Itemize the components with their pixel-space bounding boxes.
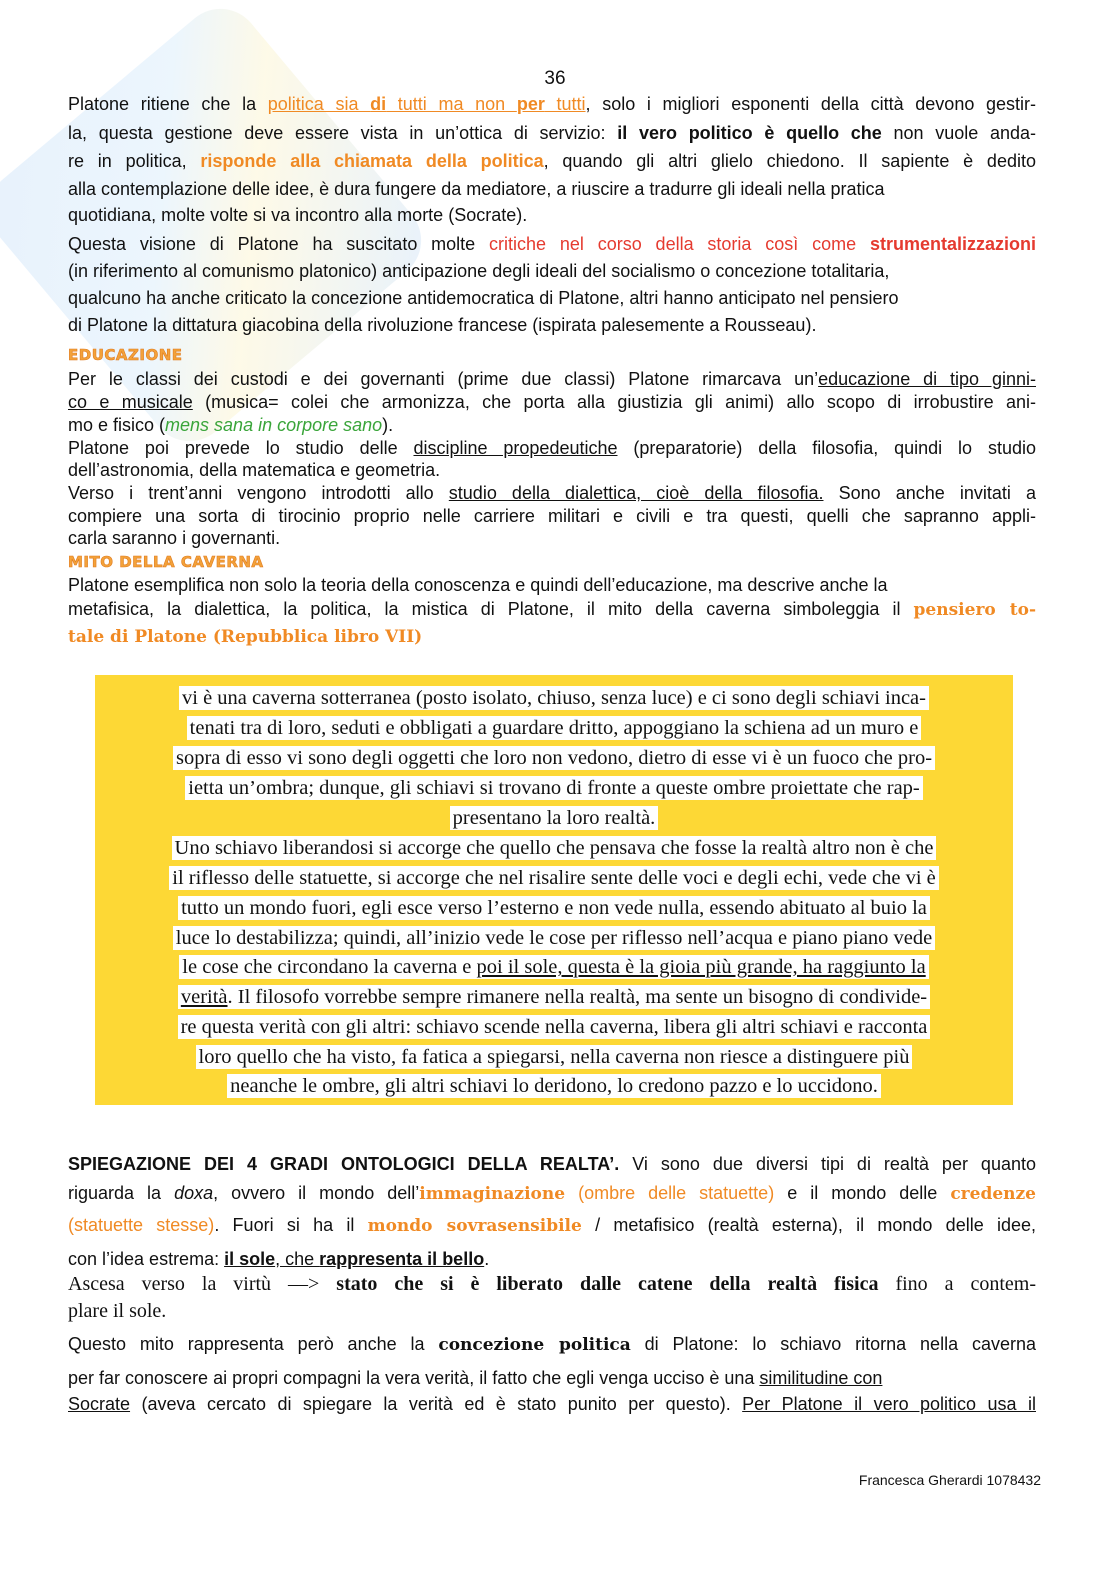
text-run: , ovvero il mondo dell’ xyxy=(213,1183,420,1203)
text-run: carla saranno i governanti. xyxy=(68,528,281,548)
text-line xyxy=(68,482,1036,504)
text-line xyxy=(68,1248,1036,1270)
text-line xyxy=(68,287,1036,309)
text-run: il riflesso delle statuette, si accorge che nel risalire sente delle voci e degli echi, vede che vi è xyxy=(172,867,936,889)
text-run: Questo mito rappresenta però anche la xyxy=(68,1334,439,1354)
text-run: Platone poi prevede lo studio delle xyxy=(68,438,414,458)
text-run: tenati tra di loro, seduti e obbligati a guardare dritto, appoggiano la schiena ad un muro e xyxy=(189,717,919,739)
heading-mito-caverna: MITO DELLA CAVERNA xyxy=(68,553,264,571)
text-run: luce lo destabilizza; quindi, all’inizio vede le cose per riflesso nell’acqua e piano piano vede xyxy=(175,927,933,949)
text-run: il vero politico è quello che xyxy=(617,123,882,143)
highlighted-text xyxy=(178,896,930,920)
text-run: tutti ma non xyxy=(386,94,517,114)
text-run: tutto un mondo fuori, egli esce verso l’esterno e non vede nulla, essendo abituato al buio la xyxy=(181,897,927,919)
text-run: la, questa gestione deve essere vista in un’ottica di servizio: xyxy=(68,123,618,143)
text-run: di Platone: lo schiavo ritorna nella caverna xyxy=(630,1334,1036,1354)
text-run: Platone esemplifica non solo la teoria della conoscenza e quindi dell’educazione, ma descrive anche la xyxy=(68,575,888,595)
text-run: discipline propedeutiche xyxy=(413,438,618,458)
text-run: non vuole anda- xyxy=(881,123,1037,143)
text-line xyxy=(68,314,1036,336)
text-run: di xyxy=(370,94,387,114)
text-run: Socrate xyxy=(68,1394,131,1414)
cave-text-line xyxy=(95,835,1013,861)
text-run: pensiero to- xyxy=(913,600,1036,620)
cave-text-line xyxy=(95,745,1013,771)
text-run: compiere una sorta di tirocinio proprio nelle carriere militari e civili e tra questi, quelli che sapranno appli- xyxy=(68,506,1036,526)
text-run: fino a contem- xyxy=(878,1273,1037,1295)
text-run: (aveva cercato di spiegare la verità ed è stato punito per questo). xyxy=(130,1394,743,1414)
text-run: Per Platone il vero politico usa il xyxy=(742,1394,1036,1414)
text-line xyxy=(68,93,1036,115)
text-run: strumentalizzazioni xyxy=(869,234,1036,254)
text-run: (preparatorie) della filosofia, quindi lo studio xyxy=(617,438,1036,458)
text-run: credenze xyxy=(950,1184,1036,1204)
text-run: presentano la loro realtà. xyxy=(452,807,656,829)
highlighted-text xyxy=(179,955,928,979)
text-line xyxy=(68,505,1036,527)
text-line xyxy=(68,1153,1036,1175)
text-run: rappresenta il bello xyxy=(319,1249,485,1269)
text-run: educazione di tipo ginni- xyxy=(818,369,1036,389)
text-line xyxy=(68,437,1036,459)
highlighted-text xyxy=(179,686,929,710)
text-line xyxy=(68,1333,1036,1356)
text-run: ). xyxy=(382,415,394,435)
text-run: qualcuno ha anche criticato la concezione antidemocratica di Platone, altri hanno anticipato nel pensiero xyxy=(68,288,899,308)
text-run: re in politica, xyxy=(68,151,201,171)
highlighted-text xyxy=(185,776,923,800)
text-run: risponde alla chiamata della politica xyxy=(200,151,544,171)
text-line xyxy=(68,625,1036,648)
cave-text-line xyxy=(95,775,1013,801)
text-run: plare il sole. xyxy=(68,1300,167,1322)
highlighted-text xyxy=(178,1015,931,1039)
cave-text-line xyxy=(95,865,1013,891)
text-run: dell’astronomia, della matematica e geometria. xyxy=(68,460,441,480)
text-run: ietta un’ombra; dunque, gli schiavi si trovano di fronte a queste ombre proiettate che rap- xyxy=(188,777,920,799)
text-run: Vi sono due diversi tipi di realtà per quanto xyxy=(619,1154,1036,1174)
text-run: sopra di esso vi sono degli oggetti che loro non vedono, dietro di esse vi è un fuoco che pro- xyxy=(175,747,933,769)
text-run: metafisica, la dialettica, la politica, la mistica di Platone, il mito della caverna simboleggia il xyxy=(68,599,914,619)
text-run: doxa xyxy=(174,1183,214,1203)
heading-educazione: EDUCAZIONE xyxy=(68,346,183,364)
text-run: . Il filosofo vorrebbe sempre rimanere nella realtà, ma sente un bisogno di condivide- xyxy=(227,986,928,1008)
text-line xyxy=(68,598,1036,621)
text-line xyxy=(68,260,1036,282)
text-run: politica sia xyxy=(267,94,371,114)
text-run: studio della dialettica, cioè della filosofia. xyxy=(448,483,824,503)
text-run: , solo i migliori esponenti della città devono gestir- xyxy=(585,94,1037,114)
text-run: . Fuori si ha il xyxy=(214,1215,368,1235)
text-line xyxy=(68,1214,1036,1237)
text-run: con l’idea estrema: xyxy=(68,1249,225,1269)
text-line xyxy=(68,122,1036,144)
cave-text-line xyxy=(95,1044,1013,1070)
text-run: stato che si è liberato dalle catene della realtà fisica xyxy=(336,1273,879,1295)
text-line xyxy=(68,391,1036,413)
cave-text-line xyxy=(95,805,1013,831)
text-run: Uno schiavo liberandosi si accorge che quello che pensava che fosse la realtà altro non è che xyxy=(174,837,934,859)
text-line xyxy=(68,204,1036,226)
highlighted-text xyxy=(450,806,659,830)
cave-text-line xyxy=(95,954,1013,980)
highlighted-text xyxy=(227,1074,881,1098)
highlighted-text xyxy=(173,926,936,950)
text-run: / metafisico (realtà esterna), il mondo delle idee, xyxy=(581,1215,1036,1235)
highlighted-text xyxy=(169,866,939,890)
text-run: per far conoscere ai propri compagni la vera verità, il fatto che egli venga ucciso è una xyxy=(68,1368,760,1388)
text-run: (in riferimento al comunismo platonico) anticipazione degli ideali del socialismo o concezione totalitaria, xyxy=(68,261,890,281)
text-run: co e musicale xyxy=(68,392,193,412)
text-run: tale di Platone (Repubblica libro VII) xyxy=(68,627,423,647)
text-run: mondo sovrasensibile xyxy=(367,1216,582,1236)
text-line xyxy=(68,459,1036,481)
text-run: . xyxy=(484,1249,490,1269)
text-run: Per le classi dei custodi e dei governanti (prime due classi) Platone rimarcava un’ xyxy=(68,369,819,389)
highlighted-text xyxy=(172,836,937,860)
text-line xyxy=(68,178,1036,200)
text-run: Sono anche invitati a xyxy=(823,483,1036,503)
text-run: immaginazione xyxy=(419,1184,566,1204)
text-run: vi è una caverna sotterranea (posto isolato, chiuso, senza luce) e ci sono degli schiavi inca- xyxy=(182,687,926,709)
text-run: mens sana in corpore sano xyxy=(165,415,383,435)
text-run: riguarda la xyxy=(68,1183,175,1203)
text-run: tutti xyxy=(544,94,586,114)
footer-author: Francesca Gherardi 1078432 xyxy=(858,1472,1041,1488)
text-run: poi il sole, questa è la gioia più grande, ha raggiunto la xyxy=(476,956,926,978)
text-run: mo e fisico ( xyxy=(68,415,166,435)
text-line xyxy=(68,1393,1036,1415)
cave-text-line xyxy=(95,925,1013,951)
text-run: , quando gli altri glielo chiedono. Il sapiente è dedito xyxy=(543,151,1036,171)
cave-text-line xyxy=(95,715,1013,741)
text-line xyxy=(68,1273,1036,1295)
text-run: per xyxy=(516,94,545,114)
page-number: 36 xyxy=(544,68,566,89)
text-run: (statuette stesse) xyxy=(68,1215,215,1235)
text-run: (musica= colei che armonizza, che porta alla giustizia gli animi) allo scopo di irrobustire ani- xyxy=(192,392,1036,412)
text-run: critiche nel corso della storia così come xyxy=(489,234,870,254)
text-line xyxy=(68,527,1036,549)
text-run: Questa visione di Platone ha suscitato molte xyxy=(68,234,490,254)
cave-text-line xyxy=(95,984,1013,1010)
text-run: il sole xyxy=(224,1249,276,1269)
text-run: e il mondo delle xyxy=(774,1183,951,1203)
text-run: , che xyxy=(275,1249,320,1269)
cave-text-line xyxy=(95,895,1013,921)
cave-text-line xyxy=(95,1014,1013,1040)
cave-text-line xyxy=(95,1073,1013,1099)
text-run: similitudine con xyxy=(759,1368,883,1388)
text-run: alla contemplazione delle idee, è dura fungere da mediatore, a riuscire a tradurre gli ideali nella pratica xyxy=(68,179,885,199)
text-run: Verso i trent’anni vengono introdotti allo xyxy=(68,483,449,503)
text-run: le cose che circondano la caverna e xyxy=(182,956,477,978)
text-line xyxy=(68,233,1036,255)
text-run: Platone ritiene che la xyxy=(68,94,268,114)
text-line xyxy=(68,574,1036,596)
highlighted-text xyxy=(173,746,935,770)
text-run: quotidiana, molte volte si va incontro alla morte (Socrate). xyxy=(68,205,528,225)
text-run: verità xyxy=(180,986,228,1008)
text-run: concezione politica xyxy=(438,1335,631,1355)
text-run: loro quello che ha visto, fa fatica a spiegarsi, nella caverna non riesce a distinguere più xyxy=(198,1046,910,1068)
text-run: neanche le ombre, gli altri schiavi lo deridono, lo credono pazzo e lo uccidono. xyxy=(230,1075,878,1097)
text-line xyxy=(68,1182,1036,1205)
cave-text-line xyxy=(95,685,1013,711)
text-run: Ascesa verso la virtù —> xyxy=(68,1273,337,1295)
highlighted-text xyxy=(178,985,930,1009)
highlighted-text xyxy=(196,1045,913,1069)
text-line xyxy=(68,1367,1036,1389)
text-run: SPIEGAZIONE DEI 4 GRADI ONTOLOGICI DELLA REALTA’. xyxy=(68,1154,620,1174)
text-run: di Platone la dittatura giacobina della rivoluzione francese (ispirata palesemente a Rousseau). xyxy=(68,315,817,335)
text-line xyxy=(68,368,1036,390)
text-line xyxy=(68,1300,1036,1322)
text-line xyxy=(68,414,1036,436)
text-line xyxy=(68,150,1036,172)
text-run: (ombre delle statuette) xyxy=(565,1183,775,1203)
highlighted-text xyxy=(187,716,922,740)
text-run: re questa verità con gli altri: schiavo scende nella caverna, libera gli altri schiavi e racconta xyxy=(180,1016,928,1038)
